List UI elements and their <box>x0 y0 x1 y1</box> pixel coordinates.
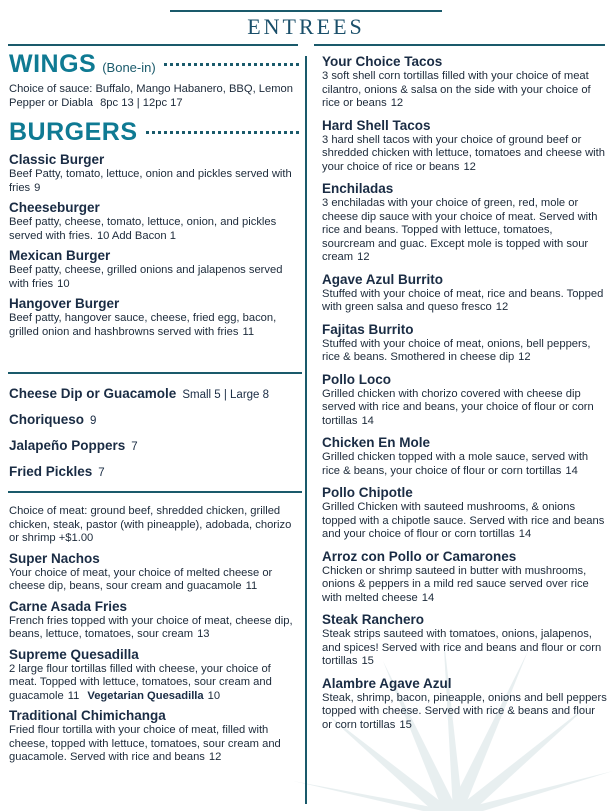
side-name: Jalapeño Poppers <box>9 438 126 453</box>
item-price: 14 <box>421 591 435 604</box>
item-desc <box>9 615 299 642</box>
side-item <box>9 464 299 481</box>
item-price: 11 <box>242 325 255 338</box>
item-price: 12 <box>495 301 509 313</box>
dot-leader <box>146 131 299 134</box>
meat-item <box>9 708 299 765</box>
burger-item <box>9 152 299 195</box>
item-name: Hard Shell Tacos <box>322 117 431 133</box>
item-name: Chicken En Mole <box>322 435 431 450</box>
wings-header <box>9 50 299 79</box>
item-desc <box>322 70 607 111</box>
item-desc <box>9 663 299 704</box>
left-column <box>9 50 299 339</box>
side-name: Choriqueso <box>9 412 85 427</box>
item-price: 15 <box>399 718 412 731</box>
item-price: 12 <box>357 251 370 263</box>
side-name: Cheese Dip or Guacamole <box>9 386 177 401</box>
menu-item <box>322 54 607 111</box>
item-desc-text: 3 soft shell corn tortillas filled with your choice of meat cilantro, onions & salsa on the side with your choice of rice or beans <box>322 70 591 109</box>
meat-choice-intro: Choice of meat: ground beef, shredded chicken, grilled chicken, steak, pastor (with pineapple), adobada, chorizo or shrimp +$1.00 <box>9 505 292 544</box>
item-desc-text: Your choice of meat, your choice of melted cheese or cheese dip, beans, sour cream and guacamole <box>9 566 273 592</box>
dot-leader <box>164 63 299 66</box>
menu-item <box>322 549 607 606</box>
item-name: Arroz con Pollo or Camarones <box>322 548 517 564</box>
item-name: Supreme Quesadilla <box>9 646 139 662</box>
burgers-header <box>9 118 299 147</box>
item-desc-text: Stuffed with your choice of meat, onions, bell peppers, rice & beans. Smothered in cheese dip <box>322 337 591 363</box>
item-desc-text: Beef Patty, tomato, lettuce, onion and pickles served with fries <box>9 168 292 194</box>
sides-section <box>9 386 299 490</box>
menu-item <box>322 676 607 733</box>
header-right-rule <box>314 44 605 46</box>
item-price: 13 <box>197 628 210 640</box>
item-price: 12 <box>518 351 531 363</box>
item-desc-text: 3 enchiladas with your choice of green, red, mole or cheese dip sauce with your choice of meat. Served with rice and beans. Topped with lettuce, tomatoes, sourcream and guac. Except mole is topped with sour cream <box>322 197 598 263</box>
item-name: Super Nachos <box>9 550 100 566</box>
item-price: 11 <box>245 580 258 592</box>
side-price: 7 <box>131 441 138 453</box>
column-divider <box>305 56 307 804</box>
wings-price: 8pc 13 | 12pc 17 <box>100 96 183 109</box>
meat-item <box>9 599 299 642</box>
menu-item <box>322 322 607 365</box>
item-name: Your Choice Tacos <box>322 54 443 69</box>
item-desc <box>322 692 607 733</box>
item-desc-text: Beef patty, hangover sauce, cheese, fried egg, bacon, grilled onion and hashbrowns served with fries <box>9 312 277 338</box>
item-desc-text: Grilled Chicken with sauteed mushrooms, & onions topped with a chipotle sauce. Served with rice and beans and your choice of flour or corn tortillas <box>322 501 605 540</box>
item-name: Pollo Loco <box>322 371 391 387</box>
item-price: 14 <box>361 414 374 427</box>
menu-item <box>322 118 607 175</box>
item-price: 14 <box>565 464 578 477</box>
item-desc <box>9 724 299 765</box>
item-desc-text: Grilled chicken with chorizo covered with cheese dip served with rice and beans, your choice of flour or corn tortillas <box>322 387 594 427</box>
item-name: Pollo Chipotle <box>322 485 413 500</box>
item-desc <box>322 288 607 315</box>
burger-item <box>9 296 299 339</box>
item-desc-text: 3 hard shell tacos with your choice of ground beef or shredded chicken with lettuce, tomatoes and cheese with your choice of rice or beans <box>322 133 605 173</box>
wings-section <box>9 50 299 110</box>
item-price: 15 <box>361 655 374 667</box>
item-desc <box>322 451 607 478</box>
item-price: 9 <box>34 181 41 194</box>
header-top-rule <box>170 10 442 12</box>
item-desc <box>322 565 607 606</box>
item-name: Steak Ranchero <box>322 612 425 627</box>
item-name: Alambre Agave Azul <box>322 675 452 691</box>
item-name: Enchiladas <box>322 181 394 196</box>
burgers-section <box>9 118 299 339</box>
side-price: 9 <box>90 415 97 427</box>
item-name: Mexican Burger <box>9 248 111 263</box>
item-desc-text: Grilled chicken topped with a mole sauce, served with rice & beans, your choice of flour or corn tortillas <box>322 451 589 477</box>
item-desc-text: Fried flour tortilla with your choice of meat, filled with cheese, topped with lettuce, tomatoes, sour cream and guacamole. Served with rice and beans <box>9 724 281 763</box>
bonus-item-price: 10 <box>207 689 221 702</box>
wings-title: WINGS <box>9 50 97 78</box>
item-desc <box>322 501 607 542</box>
item-desc <box>9 168 299 195</box>
menu-item <box>322 485 607 542</box>
item-desc <box>9 567 299 594</box>
item-desc-text: 2 large flour tortillas filled with cheese, your choice of meat. Topped with lettuce, tomatoes, sour cream and guacamole <box>9 662 272 702</box>
side-item <box>9 386 299 403</box>
item-name: Fajitas Burrito <box>322 321 414 337</box>
side-price: 7 <box>98 467 105 479</box>
section-divider-2 <box>8 491 302 493</box>
right-column <box>322 54 607 739</box>
item-desc <box>9 264 299 291</box>
wings-subtitle: (Bone-in) <box>102 60 156 75</box>
item-desc-text: Steak strips sauteed with tomatoes, onions, jalapenos, and spices! Served with rice and beans and flour or corn tortillas <box>322 628 602 667</box>
item-desc <box>322 134 607 175</box>
item-desc <box>322 388 607 429</box>
menu-item <box>322 435 607 478</box>
item-name: Agave Azul Burrito <box>322 271 444 287</box>
side-name: Fried Pickles <box>9 464 93 479</box>
item-price: 12 <box>463 160 476 173</box>
item-desc <box>322 338 607 365</box>
menu-item <box>322 612 607 669</box>
item-name: Cheeseburger <box>9 200 100 215</box>
item-price: 10 Add Bacon 1 <box>96 229 176 242</box>
item-price: 12 <box>208 751 222 763</box>
menu-item <box>322 272 607 315</box>
item-desc <box>9 216 299 243</box>
item-desc-text: Stuffed with your choice of meat, rice and beans. Topped with green salsa and queso fresco <box>322 287 604 313</box>
item-desc-text: French fries topped with your choice of meat, cheese dip, beans, lettuce, tomatoes, sour cream <box>9 614 293 640</box>
item-desc-text: Beef patty, cheese, grilled onions and jalapenos served with fries <box>9 264 283 290</box>
burgers-title: BURGERS <box>9 118 138 146</box>
menu-item <box>322 181 607 265</box>
page-title: ENTREES <box>247 14 365 39</box>
side-item <box>9 438 299 455</box>
section-divider-1 <box>8 372 302 374</box>
meat-dishes-section <box>9 505 299 765</box>
item-desc <box>322 628 607 669</box>
burger-item <box>9 200 299 243</box>
meat-item <box>9 551 299 594</box>
bonus-item-name: Vegetarian Quesadilla <box>87 689 204 702</box>
meat-item <box>9 647 299 704</box>
item-desc-text: Steak, shrimp, bacon, pineapple, onions and bell peppers topped with cheese. Served with rice & beans and flour or corn tortillas <box>322 691 607 731</box>
menu-item <box>322 372 607 429</box>
item-desc <box>9 312 299 339</box>
wings-desc-text: Choice of sauce: Buffalo, Mango Habanero, BBQ, Lemon Pepper or Diabla <box>9 83 294 109</box>
item-name: Carne Asada Fries <box>9 598 128 614</box>
item-price: 10 <box>57 277 70 290</box>
burger-item <box>9 248 299 291</box>
item-price: 12 <box>390 97 404 109</box>
wings-desc <box>9 83 299 110</box>
item-name: Classic Burger <box>9 152 105 167</box>
item-desc-text: Beef patty, cheese, tomato, lettuce, onion, and pickles served with fries. <box>9 216 277 242</box>
item-desc <box>322 197 607 265</box>
item-name: Traditional Chimichanga <box>9 708 166 723</box>
item-price: 11 <box>67 689 80 702</box>
item-desc-text: Chicken or shrimp sauteed in butter with mushrooms, onions & peppers in a mild red sauce served over rice with melted cheese <box>322 564 589 604</box>
side-item <box>9 412 299 429</box>
header-left-rule <box>8 44 298 46</box>
item-name: Hangover Burger <box>9 296 120 311</box>
side-price: Small 5 | Large 8 <box>182 389 270 401</box>
item-price: 14 <box>518 528 532 540</box>
